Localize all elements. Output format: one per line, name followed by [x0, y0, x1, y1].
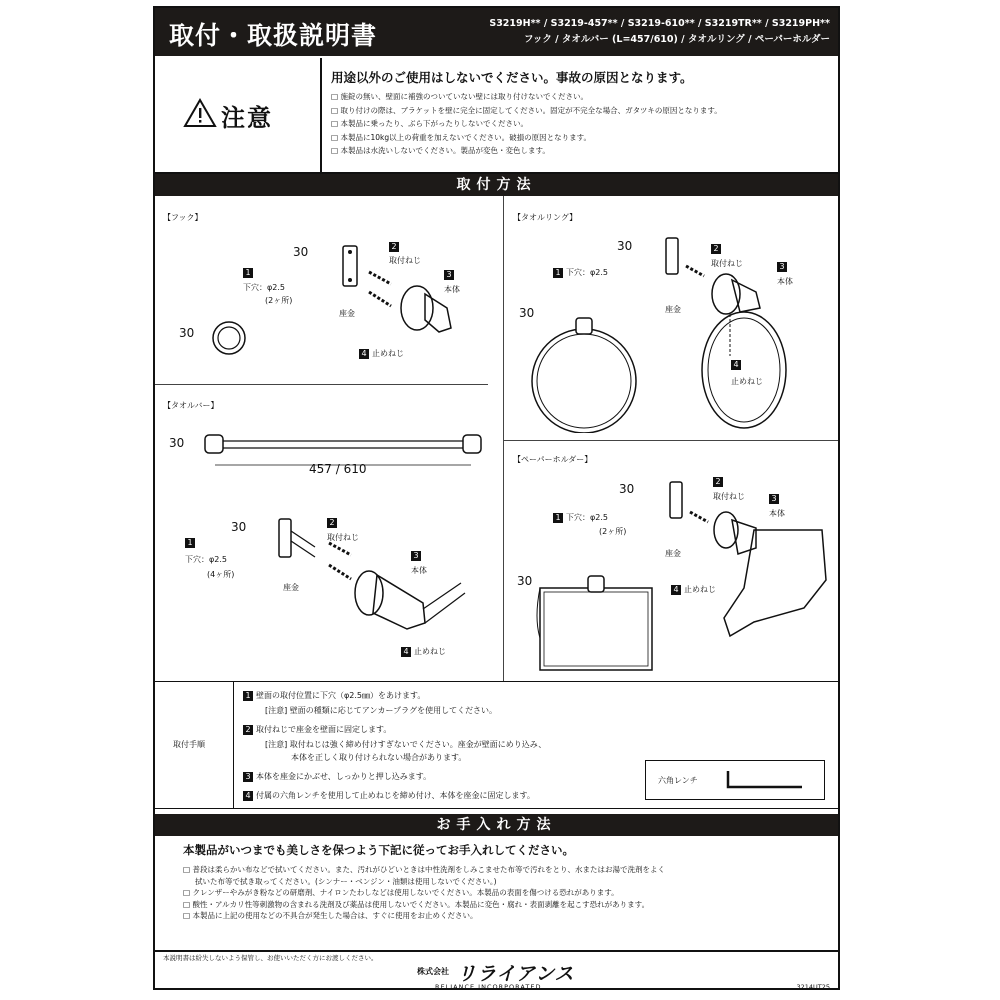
ring-screw: 取付ねじ: [711, 259, 743, 268]
ring-dim-30b: 30: [519, 306, 535, 320]
company-prefix: 株式会社: [417, 967, 449, 976]
bar-dim-30a: 30: [169, 436, 185, 450]
ring-base: 座金: [665, 305, 681, 314]
hook-hole-count: (2ヶ所): [265, 296, 293, 305]
ring-step4: 4: [731, 360, 744, 370]
bar-hole: 下穴：φ2.5: [185, 555, 227, 564]
step-2: 2 取付ねじで座金を壁面に固定します。: [243, 724, 391, 735]
ring-step2: 2: [711, 244, 724, 254]
hook-body: 本体: [444, 285, 460, 294]
step-1: 1 壁面の取付位置に下穴（φ2.5㎜）をあけます。: [243, 690, 425, 701]
bar-body: 本体: [411, 566, 427, 575]
caution-list: [331, 90, 722, 158]
care-item: □ クレンザーやみがき粉などの研磨剤、ナイロンたわしなどは使用しないでください。本製品の表面を傷つける恐れがあります。: [183, 888, 619, 897]
paper-label: 【ペーパーホルダー】: [513, 455, 593, 464]
step-4: 4 付属の六角レンチを使用して止めねじを締め付け、本体を座金に固定します。: [243, 790, 535, 801]
care-list: [183, 864, 665, 922]
hex-wrench-icon: [726, 769, 806, 791]
care-item: □ 本製品に上記の使用などの不具合が発生した場合は、すぐに使用をお止めください。: [183, 911, 478, 920]
hook-base: 座金: [339, 309, 355, 318]
hook-divider: [155, 384, 488, 385]
instruction-sheet: [153, 6, 840, 990]
caution-item: □ 本製品は水洗いしないでください。製品が変色・変色します。: [331, 146, 550, 155]
hook-dim-30b: 30: [179, 326, 195, 340]
model-numbers: [489, 16, 830, 48]
paper-step2: 2: [713, 477, 726, 487]
paper-base: 座金: [665, 549, 681, 558]
ring-divider: [503, 440, 840, 441]
step-2-note-cont: 本体を正しく取り付けられない場合があります。: [291, 753, 467, 762]
paper-step1: 1 下穴：φ2.5: [553, 512, 608, 523]
caution-item: □ 本製品に乗ったり、ぶら下がったりしないでください。: [331, 119, 528, 128]
warning-triangle-icon: [183, 98, 217, 128]
paper-dim-30a: 30: [619, 482, 635, 496]
paper-hole-count: (2ヶ所): [599, 527, 627, 536]
hex-wrench-label: 六角レンチ: [658, 776, 698, 785]
bar-dim-30b: 30: [231, 520, 247, 534]
steps-label: 取付手順: [155, 682, 234, 808]
step-1-note: [注意] 壁面の種類に応じてアンカープラグを使用してください。: [265, 706, 498, 715]
footer-divider: [155, 950, 838, 952]
hook-step4: 4 止めねじ: [359, 348, 404, 359]
ring-label: 【タオルリング】: [513, 213, 578, 222]
hook-diagram: [155, 228, 488, 378]
ring-body: 本体: [777, 277, 793, 286]
care-item: 拭いた布等で拭き取ってください。(シンナー・ベンジン・油類は使用しないでください。): [195, 876, 497, 886]
bar-base: 座金: [283, 583, 299, 592]
care-section-title: お手入れ方法: [436, 817, 557, 833]
bar-length: 457 / 610: [309, 462, 367, 476]
model-codes: S3219H** / S3219-457** / S3219-610** / S3219TR** / S3219PH**: [489, 18, 830, 29]
caution-heading: [155, 58, 322, 172]
care-section-bar: [155, 814, 838, 836]
company-logo: リライアンス: [457, 963, 575, 985]
ring-set-screw: 止めねじ: [731, 377, 763, 386]
care-item: □ 酸性・アルカリ性等刺激物の含まれる洗剤及び薬品は使用しないでください。本製品に変色・腐れ・表面剥離を起こす恐れがあります。: [183, 899, 650, 909]
bar-step1: 1: [185, 538, 198, 548]
ring-dim-30a: 30: [617, 239, 633, 253]
caution-main-text: 用途以外のご使用はしないでください。事故の原因となります。: [331, 70, 693, 85]
paper-dim-30b: 30: [517, 574, 533, 588]
caution-item: □ 本製品に10kg以上の荷重を加えないでください。破損の原因となります。: [331, 132, 592, 142]
header-bar: [155, 8, 838, 56]
hook-step2: 2: [389, 242, 402, 252]
ring-step1: 1 下穴：φ2.5: [553, 267, 608, 278]
step-3: 3 本体を座金にかぶせ、しっかりと押し込みます。: [243, 771, 431, 782]
caution-item: □ 取り付けの際は、ブラケットを壁に完全に固定してください。固定が不完全な場合、ガタツキの原因となります。: [331, 105, 722, 115]
document-title: 取付・取扱説明書: [169, 21, 378, 50]
ring-step3: 3: [777, 262, 790, 272]
hook-step3: 3: [444, 270, 457, 280]
hook-label: 【フック】: [163, 213, 203, 222]
paper-step3: 3: [769, 494, 782, 504]
paper-holder-diagram: [504, 468, 840, 678]
paper-screw: 取付ねじ: [713, 492, 745, 501]
caution-item: □ 施錠の無い、壁面に補強のついていない壁には取り付けないでください。: [331, 92, 588, 101]
document-number: 3214UT25: [796, 983, 830, 990]
bar-hole-count: (4ヶ所): [207, 570, 235, 579]
footer-note: 本説明書は紛失しないよう保管し、お使いいただく方にお渡しください。: [163, 954, 378, 962]
hook-dim-30a: 30: [293, 245, 309, 259]
bar-step4: 4 止めねじ: [401, 646, 446, 657]
step-2-note: [注意] 取付ねじは強く締め付けすぎないでください。座金が壁面にめり込み、: [265, 740, 547, 749]
install-section-bar: [155, 174, 838, 196]
company-english: RELIANCE INCORPORATED: [435, 983, 542, 990]
bar-label: 【タオルバー】: [163, 401, 219, 410]
model-names: フック / タオルバー (L=457/610) / タオルリング / ペーパーホルダー: [523, 34, 830, 45]
hex-wrench-box: [645, 760, 825, 800]
bar-diagram: [155, 423, 495, 678]
hook-step1: 1: [243, 268, 256, 278]
install-section-title: 取付方法: [456, 177, 537, 193]
bar-step2: 2: [327, 518, 340, 528]
caution-label: 注意: [221, 104, 273, 132]
bar-screw: 取付ねじ: [327, 533, 359, 542]
care-main-text: 本製品がいつまでも美しさを保つよう下記に従ってお手入れしてください。: [183, 843, 574, 857]
paper-step4: 4 止めねじ: [671, 584, 716, 595]
install-steps: [155, 681, 838, 809]
caution-section: [155, 58, 838, 174]
bar-step3: 3: [411, 551, 424, 561]
ring-diagram: [504, 228, 840, 433]
care-item: □ 普段は柔らかい布などで拭いてください。また、汚れがひどいときは中性洗剤をしみこませた布等で汚れをとり、水またはお湯で洗剤をよく: [183, 865, 665, 874]
hook-hole: 下穴：φ2.5: [243, 283, 285, 292]
paper-body: 本体: [769, 509, 785, 518]
hook-screw: 取付ねじ: [389, 256, 421, 265]
